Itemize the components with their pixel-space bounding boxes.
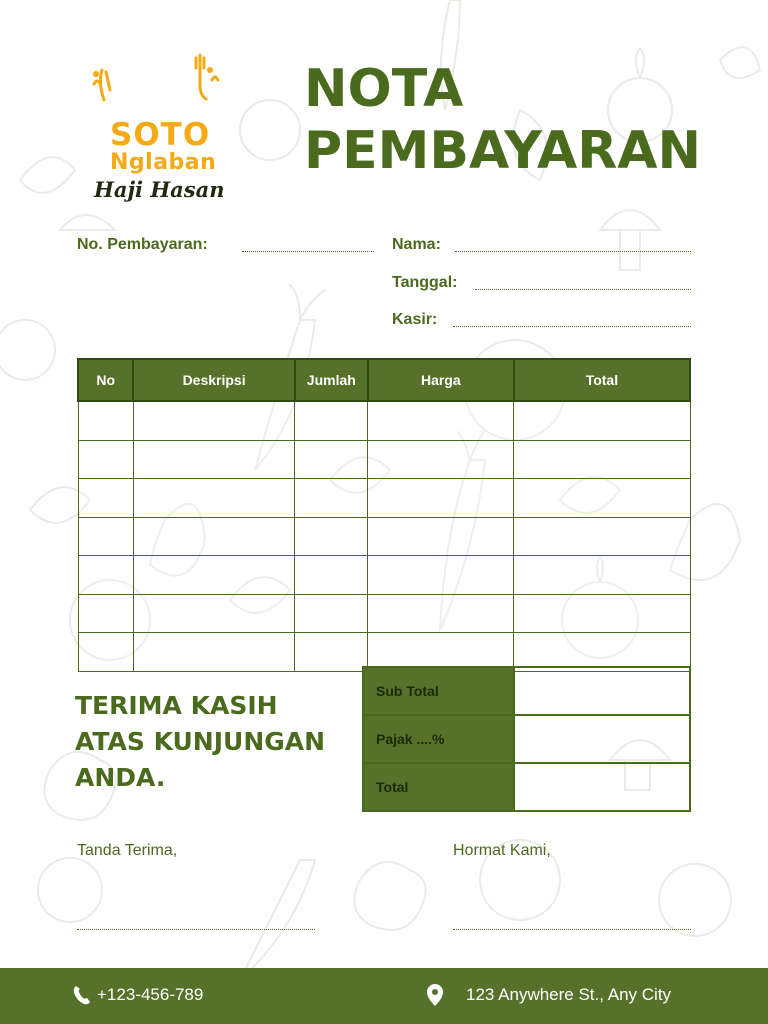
table-cell[interactable] — [133, 633, 294, 672]
table-row — [78, 517, 690, 556]
table-row — [78, 594, 690, 633]
thanks-line3: ANDA. — [75, 763, 166, 792]
table-cell[interactable] — [78, 517, 133, 556]
summary-table — [362, 666, 691, 812]
input-nama[interactable] — [455, 250, 691, 252]
table-cell[interactable] — [133, 479, 294, 518]
table-cell[interactable] — [78, 556, 133, 595]
phone-icon — [72, 984, 92, 1006]
items-table — [77, 358, 691, 672]
page-title — [304, 58, 701, 182]
total-label: Total — [363, 763, 514, 811]
table-cell[interactable] — [368, 401, 514, 440]
signature-left-line[interactable] — [77, 928, 315, 930]
table-row — [78, 479, 690, 518]
signature-left-label: Tanda Terima, — [77, 842, 178, 859]
table-cell[interactable] — [368, 440, 514, 479]
footer-phone: +123-456-789 — [97, 985, 204, 1004]
input-no-pembayaran[interactable] — [242, 250, 374, 252]
table-cell[interactable] — [514, 517, 690, 556]
table-cell[interactable] — [295, 556, 368, 595]
table-cell[interactable] — [368, 479, 514, 518]
pajak-label: Pajak ....% — [363, 715, 514, 763]
header-total: Total — [514, 359, 690, 401]
thank-you-message — [75, 688, 345, 796]
table-cell[interactable] — [368, 556, 514, 595]
signature-right-label: Hormat Kami, — [453, 842, 551, 859]
table-header-row — [78, 359, 690, 401]
subtotal-value[interactable] — [514, 667, 690, 715]
summary-row-subtotal — [363, 667, 690, 715]
table-cell[interactable] — [514, 479, 690, 518]
table-cell[interactable] — [514, 594, 690, 633]
thanks-line1: TERIMA KASIH — [75, 691, 278, 720]
table-cell[interactable] — [78, 479, 133, 518]
table-cell[interactable] — [78, 440, 133, 479]
title-line2: PEMBAYARAN — [304, 121, 702, 181]
table-row — [78, 401, 690, 440]
table-cell[interactable] — [295, 440, 368, 479]
location-pin-icon — [426, 983, 444, 1007]
table-cell[interactable] — [133, 556, 294, 595]
table-cell[interactable] — [514, 556, 690, 595]
table-cell[interactable] — [78, 594, 133, 633]
table-cell[interactable] — [78, 401, 133, 440]
table-cell[interactable] — [368, 594, 514, 633]
header-harga: Harga — [368, 359, 514, 401]
table-cell[interactable] — [133, 440, 294, 479]
spoon-fork-icon — [88, 50, 228, 110]
label-no-pembayaran: No. Pembayaran: — [77, 236, 208, 253]
table-cell[interactable] — [514, 440, 690, 479]
pajak-value[interactable] — [514, 715, 690, 763]
brand-name-line2: Nglaban — [110, 150, 217, 175]
signature-right-line[interactable] — [453, 928, 691, 930]
label-kasir: Kasir: — [392, 311, 438, 328]
table-cell[interactable] — [295, 401, 368, 440]
thanks-line2: ATAS KUNJUNGAN — [75, 727, 326, 756]
table-cell[interactable] — [133, 517, 294, 556]
header-no: No — [78, 359, 133, 401]
table-row — [78, 440, 690, 479]
table-cell[interactable] — [295, 633, 368, 672]
label-nama: Nama: — [392, 236, 441, 253]
summary-row-total — [363, 763, 690, 811]
table-cell[interactable] — [514, 401, 690, 440]
brand-name-line3: Haji Hasan — [94, 177, 225, 202]
subtotal-label: Sub Total — [363, 667, 514, 715]
footer-address: 123 Anywhere St., Any City — [466, 985, 672, 1004]
table-cell[interactable] — [295, 594, 368, 633]
summary-row-pajak — [363, 715, 690, 763]
brand-name-line1: SOTO — [110, 117, 211, 153]
input-kasir[interactable] — [453, 325, 691, 327]
table-cell[interactable] — [133, 401, 294, 440]
title-line1: NOTA — [304, 59, 464, 119]
table-cell[interactable] — [78, 633, 133, 672]
table-cell[interactable] — [368, 517, 514, 556]
header-deskripsi: Deskripsi — [133, 359, 294, 401]
input-tanggal[interactable] — [475, 288, 691, 290]
total-value[interactable] — [514, 763, 690, 811]
table-cell[interactable] — [295, 479, 368, 518]
label-tanggal: Tanggal: — [392, 274, 458, 291]
table-cell[interactable] — [295, 517, 368, 556]
header-jumlah: Jumlah — [295, 359, 368, 401]
table-row — [78, 556, 690, 595]
table-cell[interactable] — [133, 594, 294, 633]
